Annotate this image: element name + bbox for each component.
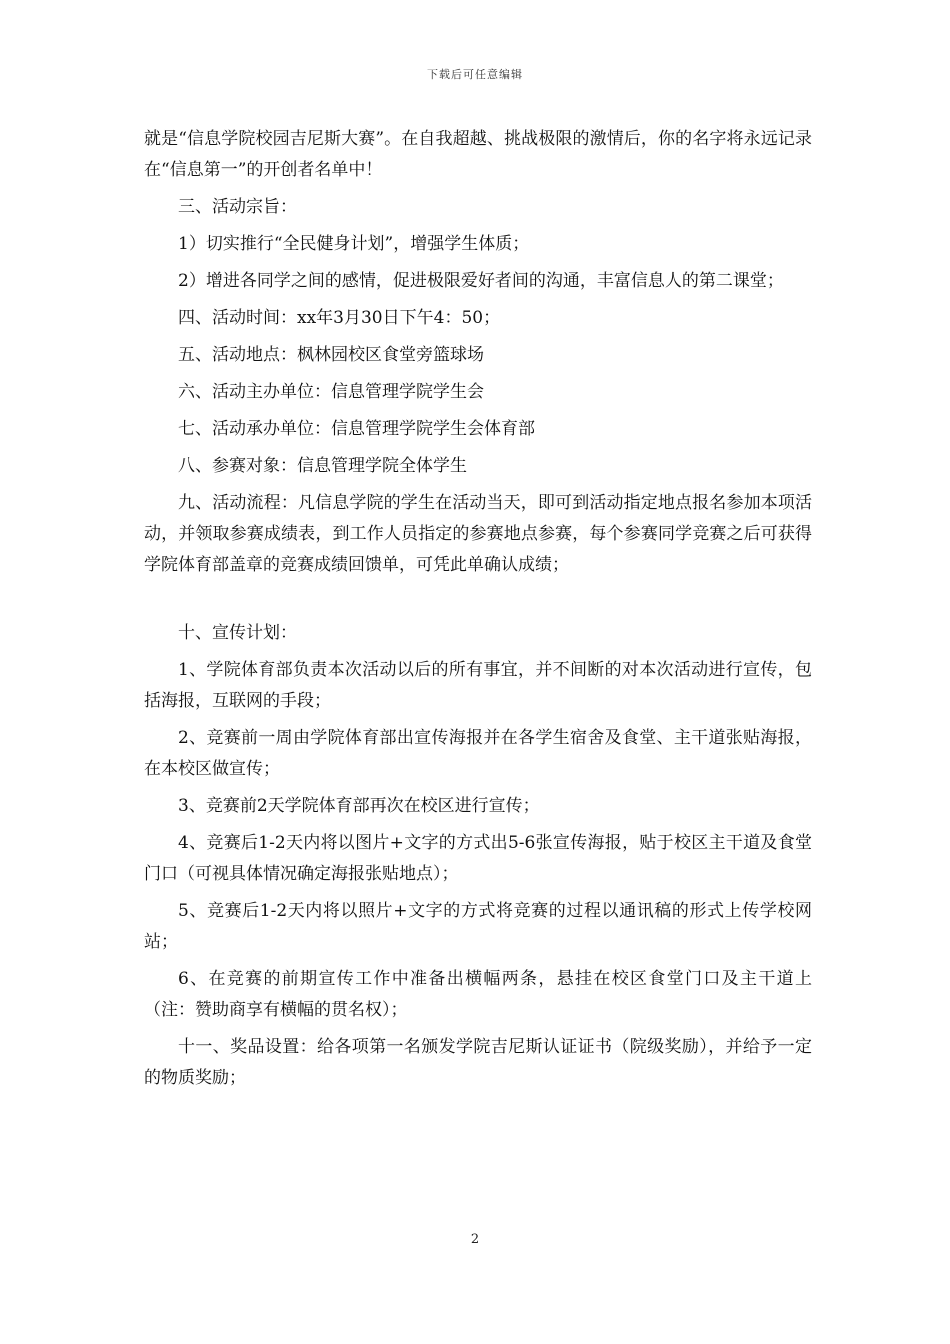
paragraph-time: 四、活动时间：xx年3月30日下午4：50； (178, 308, 501, 328)
heading-purpose: 三、活动宗旨： (178, 197, 297, 217)
paragraph-prizes: 十一、奖品设置：给各项第一名颁发学院吉尼斯认证证书（院级奖励），并给予一定的物质奖励； (144, 1037, 812, 1088)
list-item-publicity-6: 6、在竞赛的前期宣传工作中准备出横幅两条，悬挂在校区食堂门口及主干道上（注：赞助商享有横幅的贯名权）； (144, 969, 812, 1020)
paragraph-location: 五、活动地点：枫林园校区食堂旁篮球场 (178, 345, 484, 365)
list-item-publicity-3: 3、竞赛前2天学院体育部再次在校区进行宣传； (178, 796, 540, 816)
list-item-publicity-2: 2、竞赛前一周由学院体育部出宣传海报并在各学生宿舍及食堂、主干道张贴海报，在本校区做宣传； (144, 728, 812, 779)
list-item-publicity-5: 5、竞赛后1-2天内将以照片+文字的方式将竞赛的过程以通讯稿的形式上传学校网站； (144, 901, 812, 952)
paragraph-participants: 八、参赛对象：信息管理学院全体学生 (178, 456, 467, 476)
paragraph-procedure: 九、活动流程：凡信息学院的学生在活动当天，即可到活动指定地点报名参加本项活动，并领取参赛成绩表，到工作人员指定的参赛地点参赛，每个参赛同学竞赛之后可获得学院体育部盖章的竞赛成绩回馈单，可凭此单确认成绩； (144, 493, 812, 575)
paragraph-undertaker: 七、活动承办单位：信息管理学院学生会体育部 (178, 419, 535, 439)
page-header: 下载后可任意编辑 (427, 68, 523, 81)
document-body (144, 124, 812, 1100)
paragraph-intro-continuation: 就是“信息学院校园吉尼斯大赛”。在自我超越、挑战极限的激情后，你的名字将永远记录在“信息第一”的开创者名单中！ (144, 129, 812, 180)
list-item-purpose-1: 1）切实推行“全民健身计划”，增强学生体质； (178, 234, 530, 254)
paragraph-organizer: 六、活动主办单位：信息管理学院学生会 (178, 382, 484, 402)
list-item-publicity-1: 1、学院体育部负责本次活动以后的所有事宜，并不间断的对本次活动进行宣传，包括海报，互联网的手段； (144, 660, 812, 711)
heading-publicity: 十、宣传计划： (178, 623, 297, 643)
list-item-purpose-2: 2）增进各同学之间的感情，促进极限爱好者间的沟通，丰富信息人的第二课堂； (178, 271, 784, 291)
page-number: 2 (470, 1232, 480, 1247)
list-item-publicity-4: 4、竞赛后1-2天内将以图片+文字的方式出5-6张宣传海报，贴于校区主干道及食堂门口（可视具体情况确定海报张贴地点）； (144, 833, 812, 884)
